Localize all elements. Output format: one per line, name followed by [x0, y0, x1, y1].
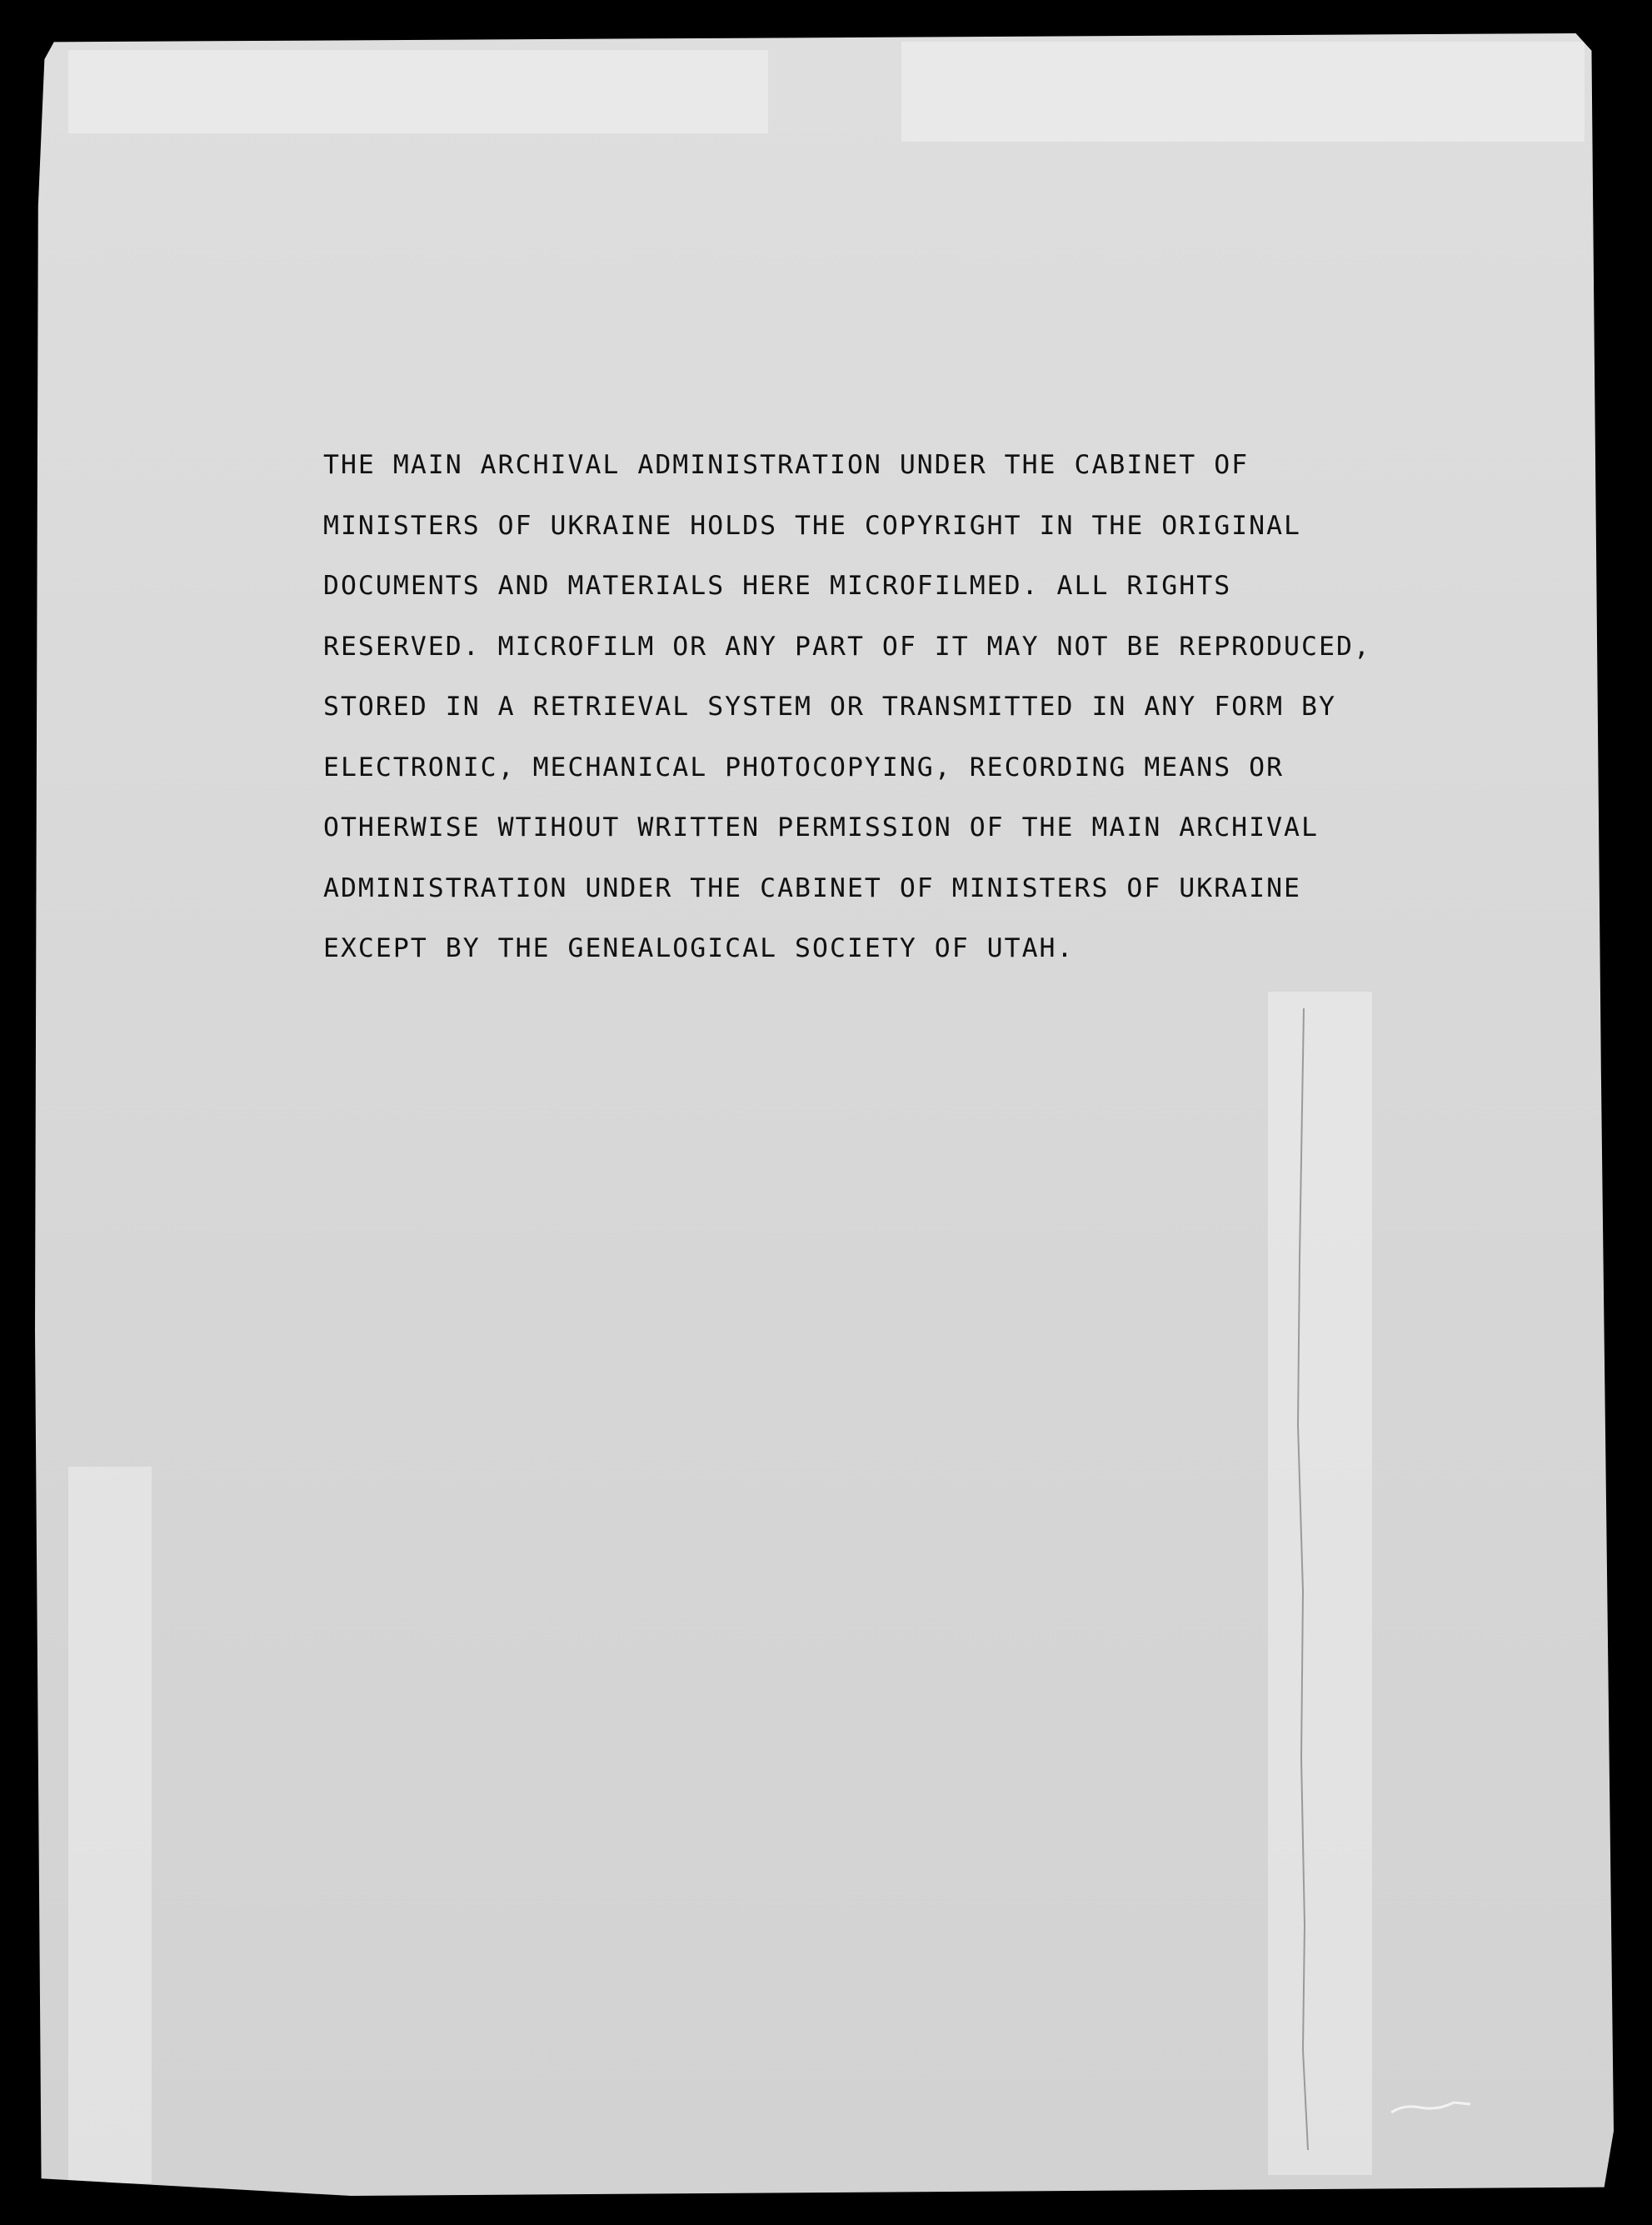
notice-line: THE MAIN ARCHIVAL ADMINISTRATION UNDER THE CABINET OF — [323, 450, 1250, 480]
notice-line: OTHERWISE WTIHOUT WRITTEN PERMISSION OF THE MAIN ARCHIVAL — [323, 812, 1319, 842]
notice-line: EXCEPT BY THE GENEALOGICAL SOCIETY OF UTAH. — [323, 933, 1075, 963]
notice-line: RESERVED. MICROFILM OR ANY PART OF IT MAY NOT BE REPRODUCED, — [323, 631, 1371, 662]
copyright-notice — [323, 435, 1573, 979]
notice-line: DOCUMENTS AND MATERIALS HERE MICROFILMED. ALL RIGHTS — [323, 571, 1232, 601]
paper-light-patch — [68, 50, 768, 133]
notice-line: STORED IN A RETRIEVAL SYSTEM OR TRANSMITTED IN ANY FORM BY — [323, 692, 1336, 722]
paper-light-patch — [901, 42, 1585, 142]
paper-sheet — [35, 33, 1614, 2196]
notice-line: MINISTERS OF UKRAINE HOLDS THE COPYRIGHT IN THE ORIGINAL — [323, 510, 1302, 541]
paper-crease — [1283, 1008, 1316, 2150]
paper-light-patch — [68, 1467, 152, 2183]
notice-line: ELECTRONIC, MECHANICAL PHOTOCOPYING, RECORDING MEANS OR — [323, 752, 1285, 782]
paper-mark — [1387, 2088, 1487, 2121]
notice-line: ADMINISTRATION UNDER THE CABINET OF MINISTERS OF UKRAINE — [323, 872, 1302, 903]
